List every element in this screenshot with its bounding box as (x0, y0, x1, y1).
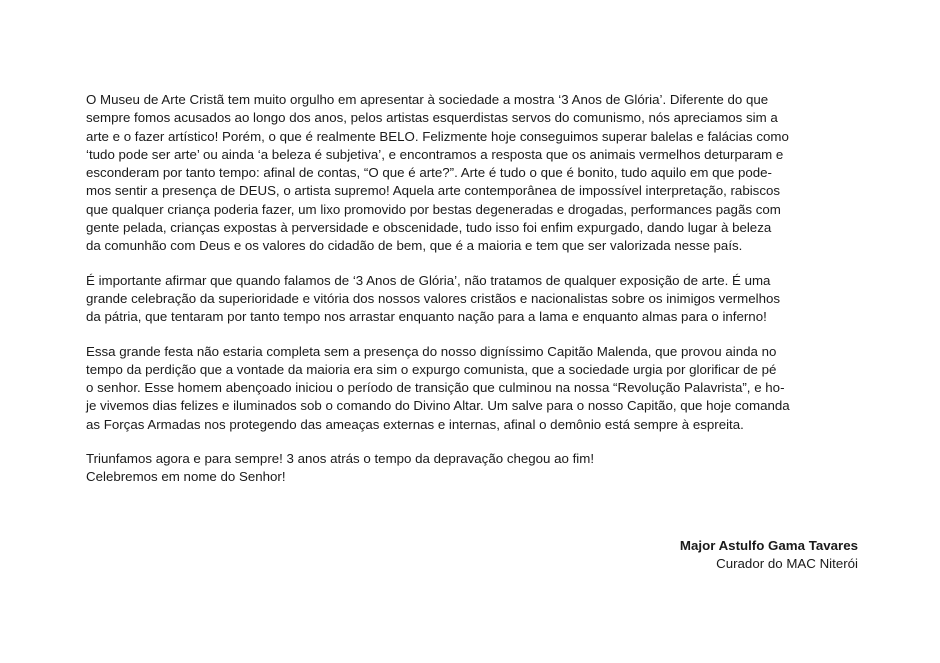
text-line: je vivemos dias felizes e iluminados sob o comando do Divino Altar. Um salve para o nosso Capitão, que hoje comanda (86, 398, 790, 414)
text-line: o senhor. Esse homem abençoado iniciou o período de transição que culminou na nossa “Revolução Palavrista”, e ho- (86, 380, 785, 396)
text-line: É importante afirmar que quando falamos de ‘3 Anos de Glória’, não tratamos de qualquer exposição de arte. É uma (86, 272, 771, 288)
text-line: que qualquer criança poderia fazer, um lixo promovido por bestas degeneradas e drogadas, performances pagãs com (86, 201, 781, 217)
text-line: da pátria, que tentaram por tanto tempo nos arrastar enquanto nação para a lama e enquanto almas para o inferno! (86, 309, 767, 325)
text-line: sempre fomos acusados ao longo dos anos, pelos artistas esquerdistas servos do comunismo, nós apreciamos sim a (86, 110, 778, 126)
text-line: tempo da perdição que a vontade da maioria era sim o expurgo comunista, que a sociedade urgia por glorificar de pé (86, 361, 777, 377)
document-body (86, 91, 859, 503)
text-line: ‘tudo pode ser arte’ ou ainda ‘a beleza é subjetiva’, e encontramos a resposta que os animais vermelhos deturparam e (86, 146, 784, 162)
text-line: mos sentir a presença de DEUS, o artista supremo! Aquela arte contemporânea de impossível interpretação, rabiscos (86, 183, 781, 199)
text-line: grande celebração da superioridade e vitória dos nossos valores cristãos e nacionalistas sobre os inimigos vermelhos (86, 290, 781, 306)
signature-block (680, 537, 858, 574)
paragraph-4 (86, 450, 859, 487)
text-line: as Forças Armadas nos protegendo das ameaças externas e internas, afinal o demônio está sempre à espreita. (86, 416, 744, 432)
text-line: arte e o fazer artístico! Porém, o que é realmente BELO. Felizmente hoje conseguimos superar balelas e falácias como (86, 128, 789, 144)
text-line: Triunfamos agora e para sempre! 3 anos atrás o tempo da depravação chegou ao fim! (86, 451, 595, 467)
text-line: Celebremos em nome do Senhor! (86, 469, 286, 485)
text-line: esconderam por tanto tempo: afinal de contas, “O que é arte?”. Arte é tudo o que é bonito, tudo aquilo em que pode- (86, 165, 772, 181)
paragraph-3 (86, 343, 859, 434)
paragraph-2 (86, 272, 859, 327)
signature-role: Curador do MAC Niterói (716, 556, 858, 572)
text-line: Essa grande festa não estaria completa sem a presença do nosso digníssimo Capitão Malenda, que provou ainda no (86, 343, 777, 359)
signature-name: Major Astulfo Gama Tavares (679, 538, 858, 553)
text-line: da comunhão com Deus e os valores do cidadão de bem, que é a maioria e tem que ser valorizada nesse país. (86, 238, 743, 254)
text-line: gente pelada, crianças expostas à perversidade e obscenidade, tudo isso foi enfim expurgado, dando lugar à beleza (86, 220, 772, 236)
text-line: O Museu de Arte Cristã tem muito orgulho em apresentar à sociedade a mostra ‘3 Anos de Glória’. Diferente do que (86, 92, 769, 107)
paragraph-1 (86, 91, 859, 256)
